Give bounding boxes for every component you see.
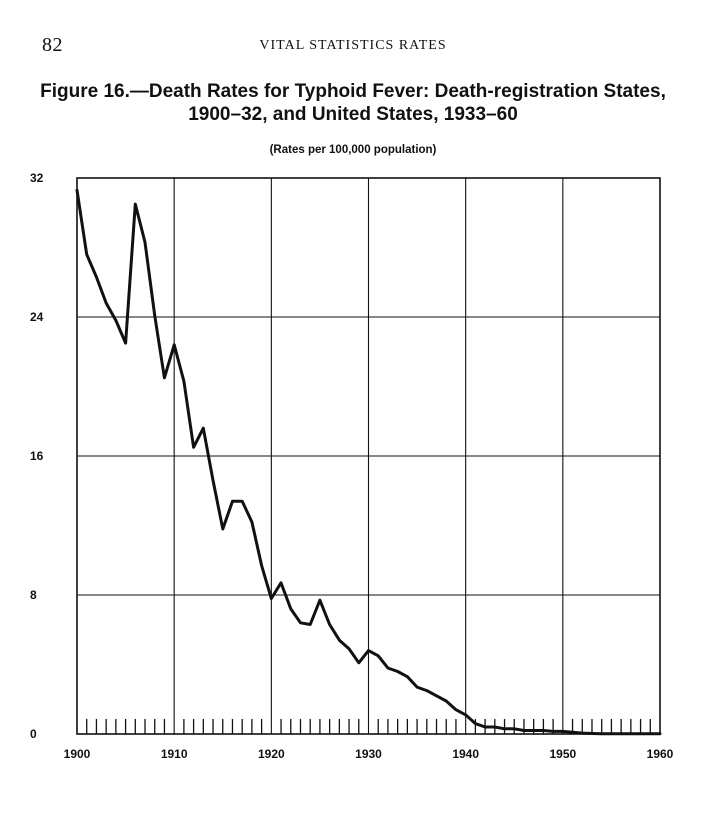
data-point	[406, 676, 408, 678]
x-tick-label: 1950	[549, 747, 577, 761]
data-point	[192, 446, 194, 448]
data-point	[581, 732, 583, 734]
data-point	[260, 564, 262, 566]
y-tick-label: 0	[30, 727, 37, 741]
data-point	[299, 622, 301, 624]
data-point	[484, 726, 486, 728]
y-tick-label: 16	[30, 449, 44, 463]
data-point	[309, 623, 311, 625]
data-point	[591, 732, 593, 734]
page-number: 82	[42, 34, 63, 56]
data-point	[639, 733, 641, 735]
data-point	[426, 689, 428, 691]
data-point	[601, 733, 603, 735]
figure-title-line1: Figure 16.—Death Rates for Typhoid Fever: Death-registration States,	[40, 81, 666, 102]
data-point	[465, 714, 467, 716]
data-point	[610, 733, 612, 735]
data-point	[202, 427, 204, 429]
running-head: VITAL STATISTICS RATES	[259, 38, 447, 53]
data-point	[280, 582, 282, 584]
data-point	[86, 253, 88, 255]
data-point	[377, 655, 379, 657]
data-point	[542, 729, 544, 731]
x-tick-label: 1910	[160, 747, 188, 761]
data-point	[562, 730, 564, 732]
y-tick-label: 8	[30, 588, 37, 602]
data-point	[163, 377, 165, 379]
data-point	[144, 241, 146, 243]
data-point	[503, 728, 505, 730]
data-point	[348, 648, 350, 650]
data-point	[212, 479, 214, 481]
data-point	[173, 344, 175, 346]
y-tick-label: 32	[30, 171, 44, 185]
data-point	[649, 733, 651, 735]
data-point	[270, 597, 272, 599]
data-point	[319, 599, 321, 601]
data-point	[416, 686, 418, 688]
data-point	[105, 302, 107, 304]
data-point	[513, 728, 515, 730]
x-tick-label: 1960	[646, 747, 674, 761]
data-point	[134, 203, 136, 205]
data-point	[435, 695, 437, 697]
data-point	[533, 729, 535, 731]
data-point	[552, 730, 554, 732]
data-point	[124, 342, 126, 344]
data-point	[154, 314, 156, 316]
data-point	[76, 189, 78, 191]
data-point	[455, 709, 457, 711]
data-point	[251, 521, 253, 523]
data-point	[338, 639, 340, 641]
figure-subtitle: (Rates per 100,000 population)	[269, 144, 437, 156]
data-point	[231, 500, 233, 502]
data-point	[659, 733, 661, 735]
data-point	[630, 733, 632, 735]
x-tick-label: 1900	[63, 747, 91, 761]
data-point	[397, 670, 399, 672]
data-point	[387, 667, 389, 669]
data-point	[494, 726, 496, 728]
x-tick-label: 1930	[355, 747, 382, 761]
data-point	[358, 662, 360, 664]
data-point	[474, 722, 476, 724]
x-tick-label: 1940	[452, 747, 480, 761]
data-point	[571, 731, 573, 733]
data-point	[115, 319, 117, 321]
data-point	[328, 623, 330, 625]
data-point	[222, 528, 224, 530]
data-point	[523, 729, 525, 731]
figure-title-line2: 1900–32, and United States, 1933–60	[188, 104, 518, 125]
data-point	[367, 649, 369, 651]
data-point	[241, 500, 243, 502]
data-point	[183, 380, 185, 382]
data-point	[445, 700, 447, 702]
data-point	[290, 608, 292, 610]
data-point	[620, 733, 622, 735]
y-tick-label: 24	[30, 310, 44, 324]
data-point	[95, 276, 97, 278]
x-tick-label: 1920	[257, 747, 285, 761]
